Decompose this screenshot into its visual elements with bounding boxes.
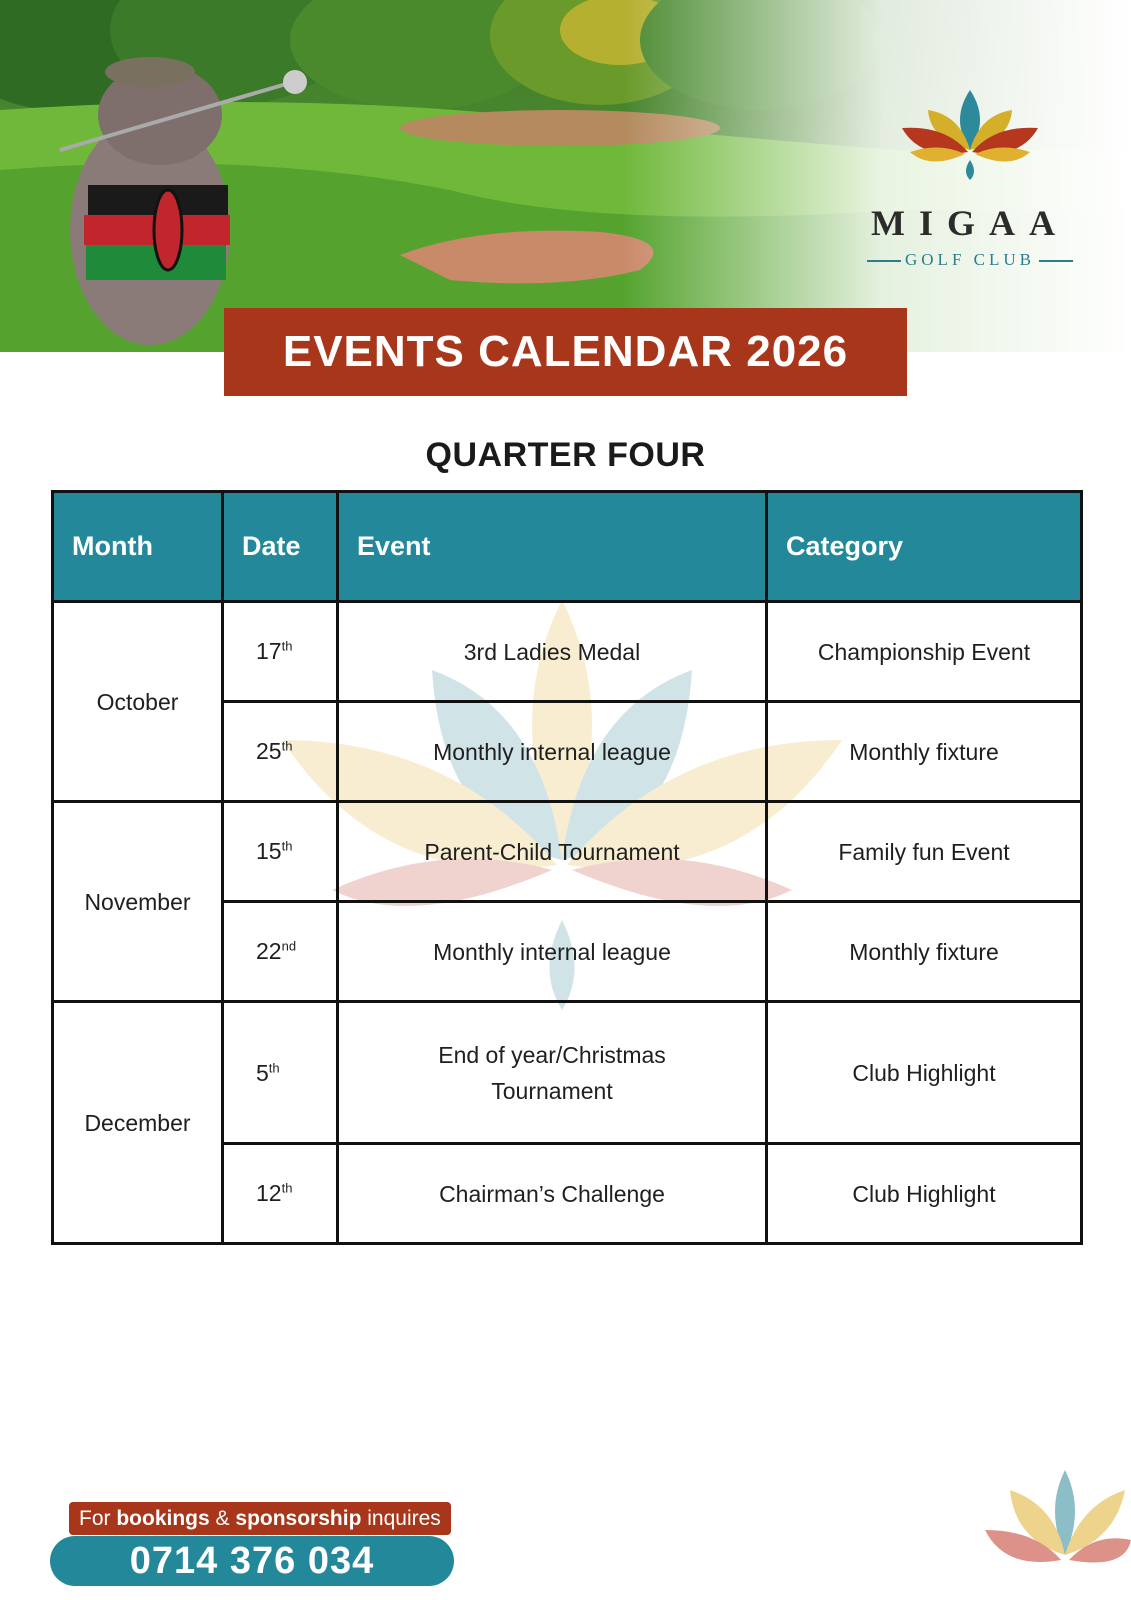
date-suffix: th (281, 1180, 293, 1196)
event-cell: Monthly internal league (338, 902, 767, 1002)
club-subtitle: GOLF CLUB (850, 250, 1090, 270)
club-logo (850, 80, 1090, 280)
date-day: 17 (256, 638, 282, 664)
month-cell: November (53, 802, 223, 1002)
lotus-corner-icon (985, 1470, 1131, 1600)
table-row (53, 602, 1082, 702)
club-name: MIGAA (871, 203, 1069, 243)
table-row (53, 1002, 1082, 1144)
lotus-logo-icon (850, 80, 1090, 200)
category-cell: Championship Event (767, 602, 1082, 702)
bookings-label-bold: bookings (116, 1507, 210, 1530)
header-banner (0, 0, 1131, 352)
event-cell: Monthly internal league (338, 702, 767, 802)
category-cell: Club Highlight (767, 1144, 1082, 1244)
category-cell: Club Highlight (767, 1002, 1082, 1144)
date-suffix: th (268, 1059, 280, 1075)
column-header-date: Date (223, 492, 338, 602)
section-title: QUARTER FOUR (425, 436, 706, 474)
month-cell: October (53, 602, 223, 802)
events-table (51, 490, 1083, 1245)
date-day: 15 (256, 838, 282, 864)
date-day: 25 (256, 738, 282, 764)
phone-number[interactable]: 0714 376 034 (50, 1536, 454, 1586)
date-day: 22 (256, 938, 282, 964)
category-cell: Monthly fixture (767, 902, 1082, 1002)
date-cell (223, 702, 338, 802)
event-cell: Chairman’s Challenge (338, 1144, 767, 1244)
event-cell: 3rd Ladies Medal (338, 602, 767, 702)
event-cell: End of year/Christmas Tournament (338, 1002, 767, 1144)
date-day: 5 (256, 1059, 269, 1086)
event-cell: Parent-Child Tournament (338, 802, 767, 902)
page-title: EVENTS CALENDAR 2026 (282, 327, 849, 376)
date-cell (223, 1002, 338, 1144)
month-cell: December (53, 1002, 223, 1244)
date-suffix: th (281, 638, 293, 654)
date-cell (223, 602, 338, 702)
date-cell (223, 802, 338, 902)
date-suffix: th (281, 838, 293, 854)
column-header-event: Event (338, 492, 767, 602)
column-header-category: Category (767, 492, 1082, 602)
category-cell: Family fun Event (767, 802, 1082, 902)
table-header-row (53, 492, 1082, 602)
date-suffix: th (281, 738, 293, 754)
category-cell: Monthly fixture (767, 702, 1082, 802)
date-day: 12 (256, 1180, 282, 1206)
date-cell (223, 1144, 338, 1244)
bookings-label-prefix: For (79, 1507, 111, 1530)
date-suffix: nd (281, 938, 297, 954)
bookings-label (69, 1502, 451, 1535)
table-row (53, 802, 1082, 902)
column-header-month: Month (53, 492, 223, 602)
sponsorship-label-bold: sponsorship (235, 1507, 362, 1530)
title-banner (224, 308, 907, 396)
bookings-label-suffix: inquires (367, 1507, 441, 1530)
bookings-label-amp: & (215, 1507, 230, 1530)
date-cell (223, 902, 338, 1002)
